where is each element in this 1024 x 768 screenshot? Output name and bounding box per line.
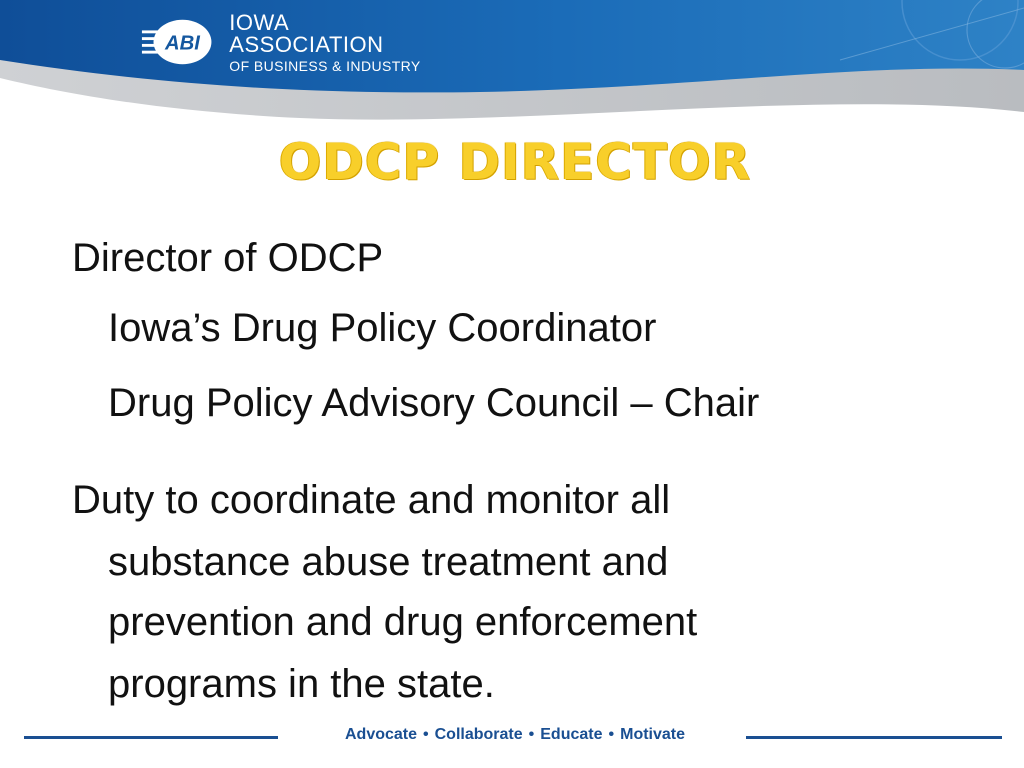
abi-badge-icon [140, 17, 215, 67]
duty-paragraph-line4: programs in the state. [108, 662, 495, 706]
tagline-motivate: Motivate [620, 726, 686, 743]
footer-tagline [300, 726, 730, 744]
org-name-line2: OF BUSINESS & INDUSTRY [229, 57, 421, 74]
tagline-separator: • [528, 726, 535, 743]
duty-paragraph-line3: prevention and drug enforcement [108, 600, 698, 644]
sub-bullet-council-chair: Drug Policy Advisory Council – Chair [108, 381, 760, 425]
org-name [229, 9, 440, 74]
tagline-separator: • [608, 726, 615, 743]
sub-bullet-coordinator: Iowa’s Drug Policy Coordinator [108, 306, 657, 350]
abi-badge-text: ABI [165, 32, 200, 55]
tagline-educate: Educate [540, 726, 603, 743]
tagline-separator: • [423, 726, 429, 743]
duty-paragraph-line2: substance abuse treatment and [108, 540, 669, 584]
tagline-advocate: Advocate [344, 726, 418, 743]
abi-logo [140, 9, 440, 74]
duty-paragraph-line1: Duty to coordinate and monitor all [72, 478, 671, 522]
footer-divider-right [746, 736, 1002, 739]
footer-divider-left [24, 736, 278, 739]
slide-title: ODCP DIRECTOR [278, 133, 752, 191]
bullet-director: Director of ODCP [72, 236, 384, 280]
org-name-line1: IOWA ASSOCIATION [229, 9, 384, 57]
tagline-collaborate: Collaborate [434, 726, 523, 743]
